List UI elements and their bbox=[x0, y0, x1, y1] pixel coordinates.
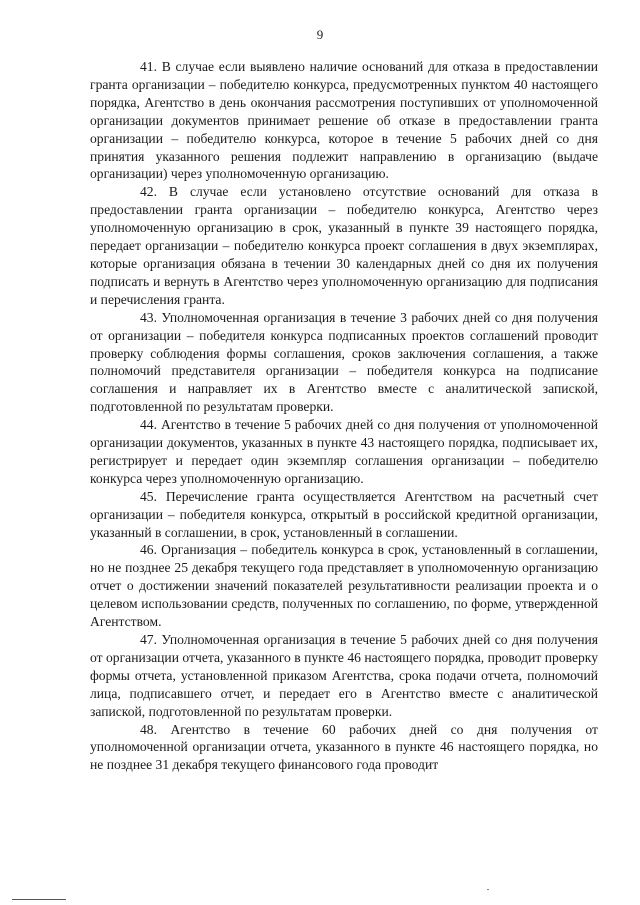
paragraph-42: 42. В случае если установлено отсутствие оснований для отказа в предоставлении гранта организации – победителю конкурса, Агентство через уполномоченную организацию в срок, указанный в пункте 39 настоящего порядка, передает организации – победителю конкурса проект соглашения в двух экземплярах, которые организация обязана в течении 30 календарных дней со дня их получения подписать и вернуть в Агентство через уполномоченную организацию для подписания и перечисления гранта. bbox=[90, 184, 598, 307]
paragraph-43: 43. Уполномоченная организация в течение 3 рабочих дней со дня получения от организации – победителя конкурса подписанных проектов соглашений проводит проверку соблюдения формы соглашения, сроков заключения соглашения, а также полномочий представителя организации – победителя конкурса на подписание соглашения и направляет их в Агентство вместе с аналитической запиской, подготовленной по результатам проверки. bbox=[90, 309, 598, 415]
scan-mark bbox=[487, 889, 489, 890]
paragraph-41: 41. В случае если выявлено наличие оснований для отказа в предоставлении гранта организации – победителю конкурса, предусмотренных пунктом 40 настоящего порядка, Агентство в день окончания рассмотрения поступивших от уполномоченной организации документов принимает решение об отказе в предоставлении гранта организации – победителю конкурса, которое в течение 5 рабочих дней со дня принятия указанного решения подлежит направлению в организацию (выдаче организации) через уполномоченную организацию. bbox=[90, 59, 598, 182]
footer-divider bbox=[12, 899, 66, 900]
paragraph-46: 46. Организация – победитель конкурса в срок, установленный в соглашении, но не позднее 25 декабря текущего года представляет в уполномоченную организацию отчет о достижении значений показателей результативности реализации проекта и о целевом использовании средств, полученных по соглашению, по форме, утвержденной Агентством. bbox=[90, 542, 598, 630]
paragraph-44: 44. Агентство в течение 5 рабочих дней со дня получения от уполномоченной организации документов, указанных в пункте 43 настоящего порядка, подписывает их, регистрирует и передает один экземпляр соглашения организации – победителю конкурса через уполномоченную организацию. bbox=[90, 417, 598, 486]
page-number: 9 bbox=[316, 27, 324, 42]
paragraph-48: 48. Агентство в течение 60 рабочих дней со дня получения от уполномоченной организации отчета, указанного в пункте 46 настоящего порядка, но не позднее 31 декабря текущего финансового года проводит bbox=[90, 721, 598, 773]
paragraph-47: 47. Уполномоченная организация в течение 5 рабочих дней со дня получения от организации отчета, указанного в пункте 46 настоящего порядка, проводит проверку формы отчета, установленной приказом Агентства, срока подачи отчета, полномочий лица, подписавшего отчет, и передает его в Агентство вместе с аналитической запиской, подготовленной по результатам проверки. bbox=[90, 632, 598, 719]
paragraph-45: 45. Перечисление гранта осуществляется Агентством на расчетный счет организации – победителя конкурса, открытый в российской кредитной организации, указанный в соглашении, в срок, установленный в соглашении. bbox=[90, 488, 598, 540]
document-body bbox=[90, 58, 598, 774]
